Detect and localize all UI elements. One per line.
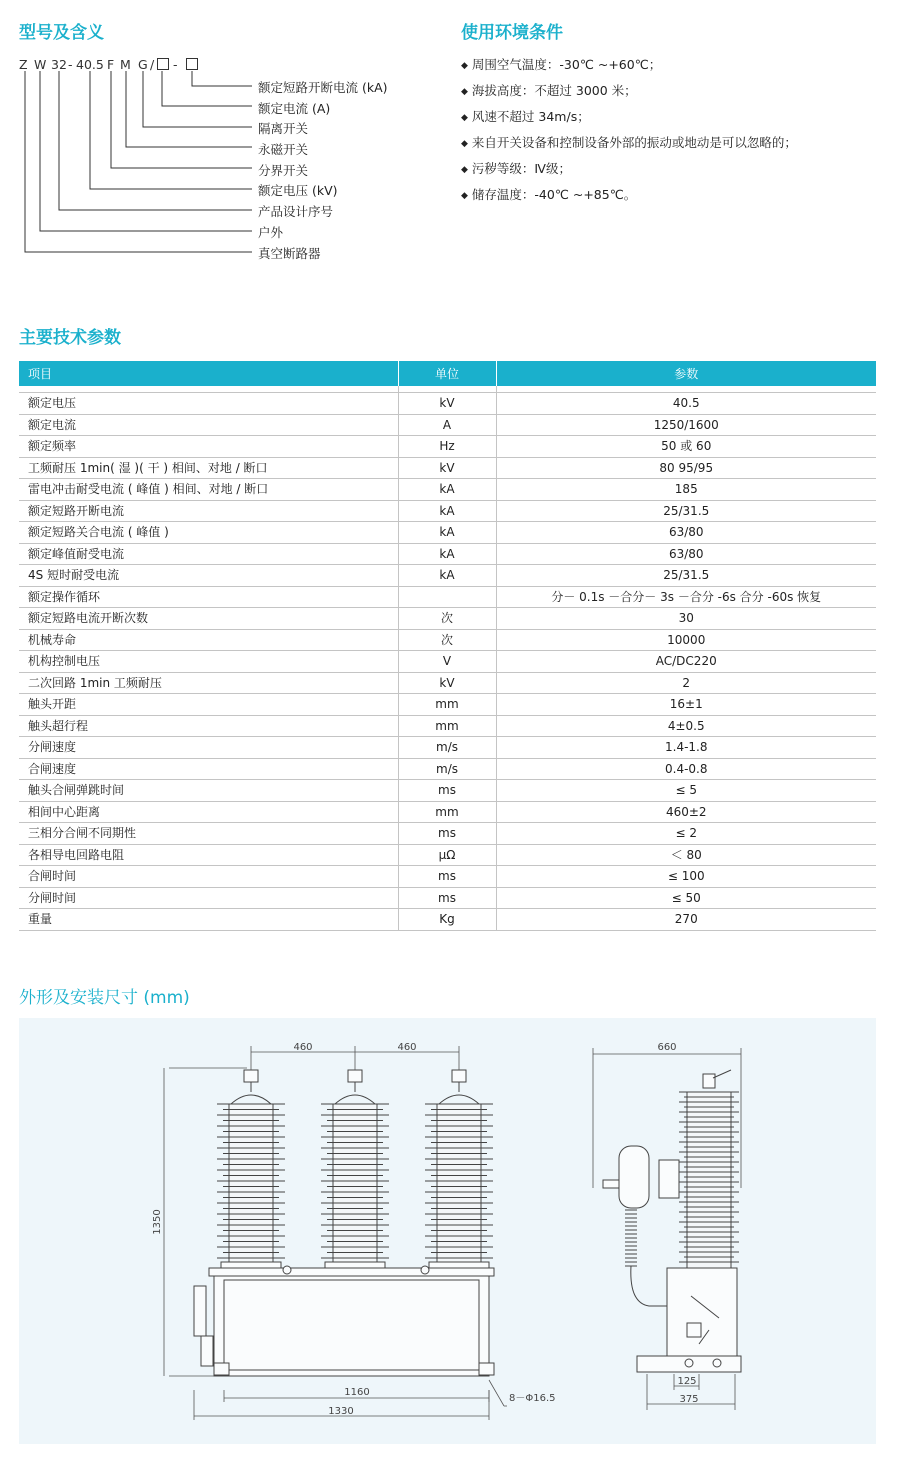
cell-item: 额定短路关合电流 ( 峰值 ) bbox=[19, 522, 398, 544]
cell-value: 80 95/95 bbox=[496, 457, 876, 479]
table-row bbox=[19, 887, 876, 909]
cell-unit bbox=[398, 586, 496, 608]
cell-item: 4S 短时耐受电流 bbox=[19, 565, 398, 587]
cell-item: 额定操作循环 bbox=[19, 586, 398, 608]
table-row bbox=[19, 436, 876, 458]
cell-unit: Hz bbox=[398, 436, 496, 458]
code-label-isolator: 隔离开关 bbox=[258, 121, 309, 136]
cell-item: 额定频率 bbox=[19, 436, 398, 458]
env-item: ◆ 储存温度：-40℃ ~+85℃。 bbox=[461, 187, 637, 202]
table-row bbox=[19, 500, 876, 522]
table-row bbox=[19, 737, 876, 759]
table-row bbox=[19, 393, 876, 415]
bullet-icon: ◆ bbox=[461, 87, 468, 97]
cell-value: ≤ 2 bbox=[496, 823, 876, 845]
table-row bbox=[19, 672, 876, 694]
cell-item: 额定短路开断电流 bbox=[19, 500, 398, 522]
cell-value: 1.4-1.8 bbox=[496, 737, 876, 759]
cell-value: 460±2 bbox=[496, 801, 876, 823]
table-row bbox=[19, 715, 876, 737]
cell-item: 各相导电回路电阻 bbox=[19, 844, 398, 866]
cell-unit: V bbox=[398, 651, 496, 673]
dim-spacing-2: 460 bbox=[397, 1042, 417, 1053]
cell-unit: μΩ bbox=[398, 844, 496, 866]
table-row bbox=[19, 780, 876, 802]
cell-unit: kA bbox=[398, 479, 496, 501]
code-label-vacuum-breaker: 真空断路器 bbox=[258, 246, 321, 261]
cell-item: 机构控制电压 bbox=[19, 651, 398, 673]
dimension-drawing bbox=[19, 1018, 876, 1444]
table-row bbox=[19, 479, 876, 501]
bullet-icon: ◆ bbox=[461, 139, 468, 149]
table-row bbox=[19, 608, 876, 630]
specs-heading: 主要技术参数 bbox=[19, 328, 121, 348]
cell-value: 30 bbox=[496, 608, 876, 630]
code-label-breaking-current: 额定短路开断电流 (kA) bbox=[258, 80, 388, 95]
environment-heading: 使用环境条件 bbox=[461, 23, 563, 43]
breaker-outline-drawing bbox=[19, 1018, 876, 1444]
env-item: ◆ 污秽等级：Ⅳ级； bbox=[461, 161, 571, 176]
code-label-rated-voltage: 额定电压 (kV) bbox=[258, 183, 338, 198]
cell-unit: kV bbox=[398, 393, 496, 415]
insulator-pole bbox=[217, 1070, 285, 1272]
cell-item: 合闸速度 bbox=[19, 758, 398, 780]
column-header-unit: 单位 bbox=[398, 361, 496, 386]
cell-item: 三相分合闸不同期性 bbox=[19, 823, 398, 845]
dim-width-outer: 1330 bbox=[328, 1406, 354, 1417]
code-char-z: Z bbox=[19, 57, 28, 72]
dim-side-base1: 125 bbox=[677, 1376, 697, 1387]
cell-value: AC/DC220 bbox=[496, 651, 876, 673]
code-label-rated-current: 额定电流 (A) bbox=[258, 101, 331, 116]
cell-item: 触头合闸弹跳时间 bbox=[19, 780, 398, 802]
cell-item: 分闸时间 bbox=[19, 887, 398, 909]
code-char-f: F bbox=[107, 57, 115, 72]
cell-item: 额定峰值耐受电流 bbox=[19, 543, 398, 565]
bullet-icon: ◆ bbox=[461, 165, 468, 175]
table-row bbox=[19, 758, 876, 780]
cell-unit: kV bbox=[398, 457, 496, 479]
insulator-side-small bbox=[625, 1210, 637, 1266]
cell-value: 2 bbox=[496, 672, 876, 694]
dim-height: 1350 bbox=[152, 1209, 163, 1235]
dim-side-base2: 375 bbox=[679, 1394, 699, 1405]
dimensions-heading: 外形及安装尺寸 (mm) bbox=[19, 988, 190, 1008]
code-char-32: 32 bbox=[51, 57, 67, 72]
cell-item: 工频耐压 1min( 湿 )( 干 ) 相间、对地 / 断口 bbox=[19, 457, 398, 479]
column-header-item: 项目 bbox=[19, 361, 398, 386]
code-char-dash: - bbox=[68, 57, 73, 72]
env-item: ◆ 风速不超过 34m/s； bbox=[461, 109, 590, 124]
table-row bbox=[19, 801, 876, 823]
cell-value: ≤ 5 bbox=[496, 780, 876, 802]
table-row bbox=[19, 543, 876, 565]
cell-unit: ms bbox=[398, 780, 496, 802]
code-label-outdoor: 户外 bbox=[258, 225, 284, 240]
cell-value: 270 bbox=[496, 909, 876, 931]
cell-unit: mm bbox=[398, 801, 496, 823]
code-char-g: G bbox=[138, 57, 148, 72]
cell-item: 雷电冲击耐受电流 ( 峰值 ) 相间、对地 / 断口 bbox=[19, 479, 398, 501]
cell-value: 0.4-0.8 bbox=[496, 758, 876, 780]
table-row bbox=[19, 629, 876, 651]
code-char-slash: / bbox=[150, 57, 155, 72]
cell-value: 40.5 bbox=[496, 393, 876, 415]
cell-value: 10000 bbox=[496, 629, 876, 651]
table-header-row bbox=[19, 361, 876, 386]
column-header-value: 参数 bbox=[496, 361, 876, 386]
cell-unit: A bbox=[398, 414, 496, 436]
table-row bbox=[19, 909, 876, 931]
cell-unit: kA bbox=[398, 543, 496, 565]
cell-value: 4±0.5 bbox=[496, 715, 876, 737]
cell-item: 触头开距 bbox=[19, 694, 398, 716]
bullet-icon: ◆ bbox=[461, 191, 468, 201]
cell-value: 63/80 bbox=[496, 543, 876, 565]
table-row bbox=[19, 651, 876, 673]
insulator-side-pole bbox=[679, 1070, 739, 1268]
insulator-pole bbox=[321, 1070, 389, 1272]
cell-unit: 次 bbox=[398, 608, 496, 630]
model-heading: 型号及含义 bbox=[19, 23, 104, 43]
cell-value: 16±1 bbox=[496, 694, 876, 716]
cell-value: 25/31.5 bbox=[496, 565, 876, 587]
table-row bbox=[19, 522, 876, 544]
cell-item: 额定电压 bbox=[19, 393, 398, 415]
cell-unit: 次 bbox=[398, 629, 496, 651]
cell-unit: mm bbox=[398, 715, 496, 737]
code-char-m: M bbox=[120, 57, 131, 72]
cell-value: 63/80 bbox=[496, 522, 876, 544]
cell-unit: kA bbox=[398, 565, 496, 587]
specs-table-body bbox=[19, 386, 876, 930]
bullet-icon: ◆ bbox=[461, 61, 468, 71]
table-row bbox=[19, 866, 876, 888]
cell-item: 合闸时间 bbox=[19, 866, 398, 888]
cell-unit: kA bbox=[398, 500, 496, 522]
cell-value: 50 或 60 bbox=[496, 436, 876, 458]
env-item: ◆ 来自开关设备和控制设备外部的振动或地动是可以忽略的； bbox=[461, 135, 797, 150]
code-char-w: W bbox=[34, 57, 47, 72]
env-item: ◆ 海拔高度：不超过 3000 米； bbox=[461, 83, 637, 98]
env-item: ◆ 周围空气温度：-30℃ ~+60℃； bbox=[461, 57, 662, 72]
model-code-leader-lines bbox=[0, 0, 260, 260]
cell-item: 分闸速度 bbox=[19, 737, 398, 759]
cell-value: ≤ 100 bbox=[496, 866, 876, 888]
cell-value: 1250/1600 bbox=[496, 414, 876, 436]
cell-unit: kV bbox=[398, 672, 496, 694]
code-label-magnet-switch: 永磁开关 bbox=[258, 142, 309, 157]
cell-item: 机械寿命 bbox=[19, 629, 398, 651]
bullet-icon: ◆ bbox=[461, 113, 468, 123]
table-row bbox=[19, 586, 876, 608]
cell-value: 25/31.5 bbox=[496, 500, 876, 522]
insulator-pole bbox=[425, 1070, 493, 1272]
cell-unit: ms bbox=[398, 866, 496, 888]
cell-item: 额定短路电流开断次数 bbox=[19, 608, 398, 630]
code-char-40-5: 40.5 bbox=[76, 57, 104, 72]
code-label-design-serial: 产品设计序号 bbox=[258, 204, 334, 219]
dim-side-width: 660 bbox=[657, 1042, 677, 1053]
cell-unit: ms bbox=[398, 887, 496, 909]
dim-holes: 8－Φ16.5 bbox=[509, 1393, 556, 1404]
dim-spacing-1: 460 bbox=[293, 1042, 313, 1053]
cell-unit: kA bbox=[398, 522, 496, 544]
cell-unit: ms bbox=[398, 823, 496, 845]
cell-unit: Kg bbox=[398, 909, 496, 931]
table-row bbox=[19, 414, 876, 436]
cell-unit: m/s bbox=[398, 758, 496, 780]
cell-item: 二次回路 1min 工频耐压 bbox=[19, 672, 398, 694]
cell-item: 额定电流 bbox=[19, 414, 398, 436]
cell-item: 重量 bbox=[19, 909, 398, 931]
specs-table bbox=[19, 361, 876, 931]
cell-value: ≤ 50 bbox=[496, 887, 876, 909]
code-char-dash2: - bbox=[173, 57, 178, 72]
cell-value: ＜ 80 bbox=[496, 844, 876, 866]
table-row bbox=[19, 457, 876, 479]
table-row bbox=[19, 694, 876, 716]
table-row bbox=[19, 823, 876, 845]
cell-item: 触头超行程 bbox=[19, 715, 398, 737]
cell-value: 185 bbox=[496, 479, 876, 501]
table-row bbox=[19, 844, 876, 866]
code-label-boundary-switch: 分界开关 bbox=[258, 163, 309, 178]
cell-unit: mm bbox=[398, 694, 496, 716]
cell-value: 分－ 0.1s －合分－ 3s －合分 -6s 合分 -60s 恢复 bbox=[496, 586, 876, 608]
dim-width-inner: 1160 bbox=[344, 1387, 370, 1398]
table-row bbox=[19, 565, 876, 587]
cell-unit: m/s bbox=[398, 737, 496, 759]
cell-item: 相间中心距离 bbox=[19, 801, 398, 823]
